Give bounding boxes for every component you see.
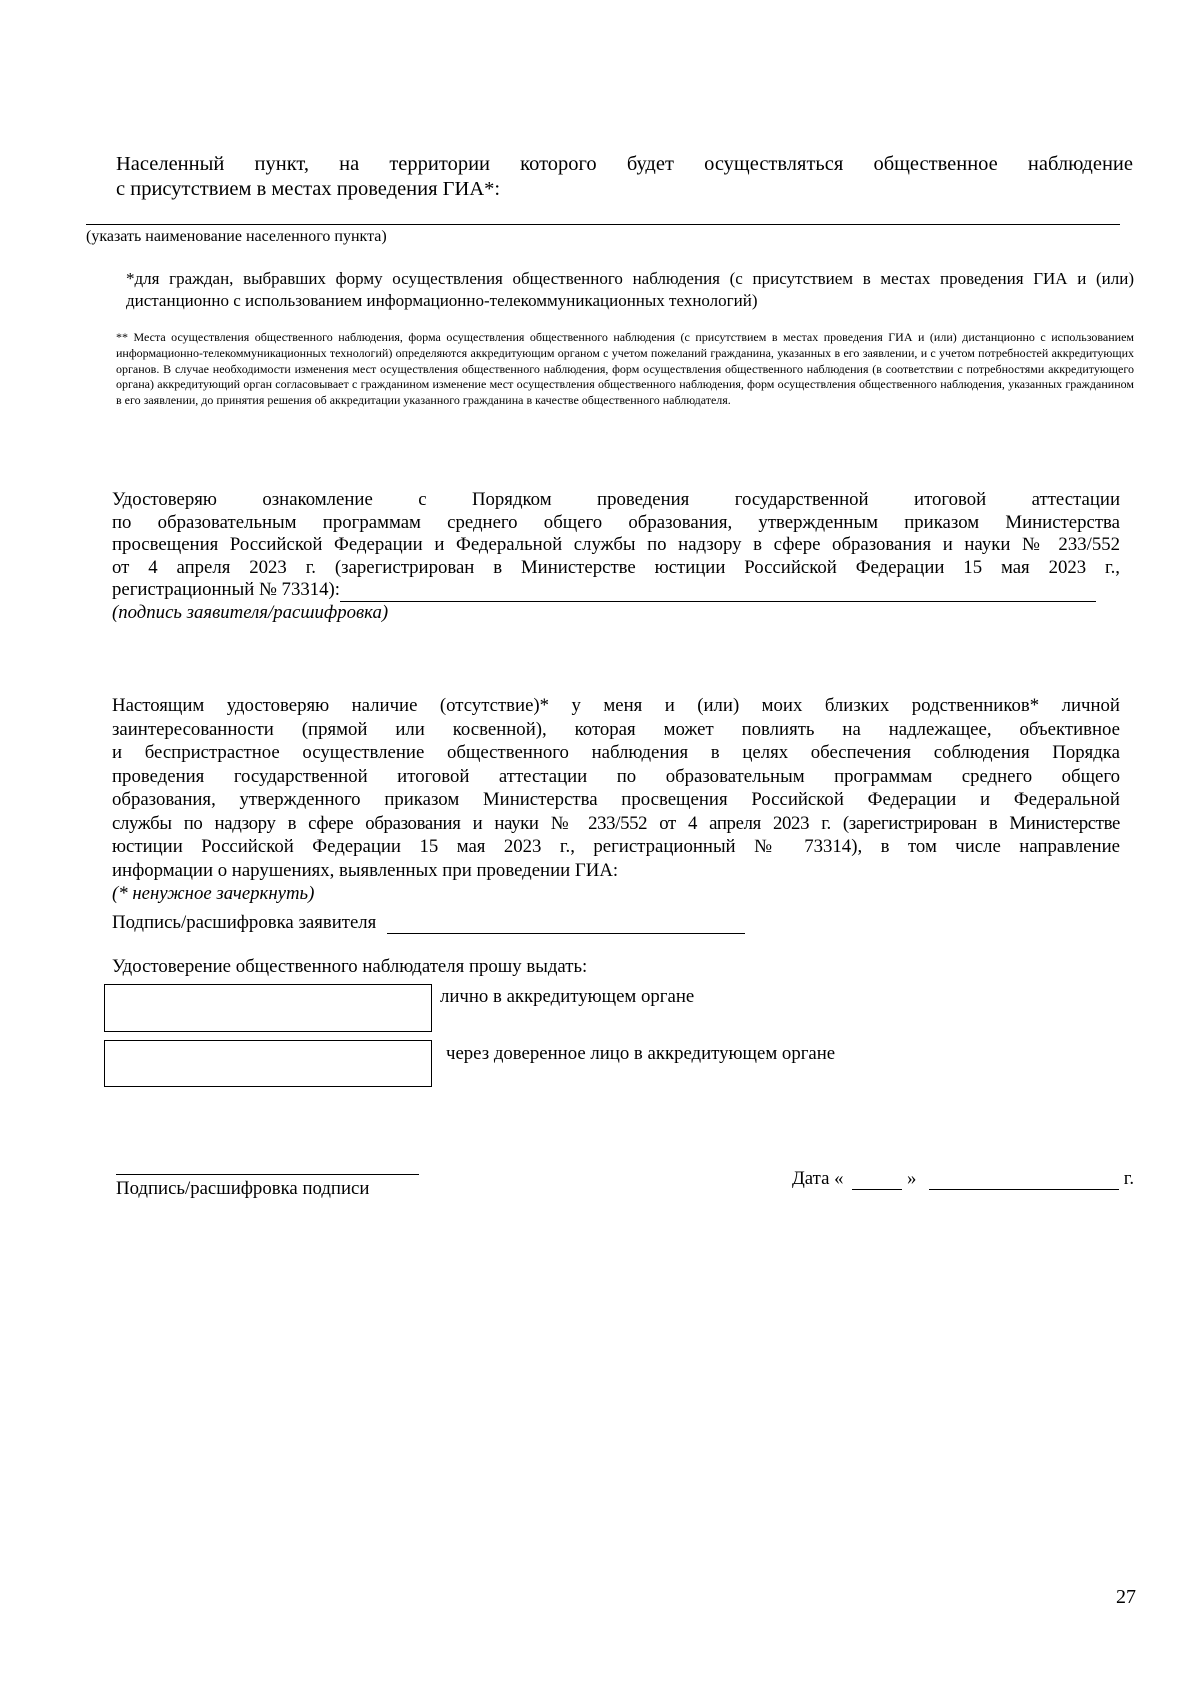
strike-note: (* ненужное зачеркнуть) — [112, 883, 315, 904]
interest-line: юстиции Российской Федерации 15 мая 2023 г., регистрационный № 73314), в том числе направление — [112, 836, 1120, 857]
locality-paragraph — [116, 152, 1133, 202]
acknowledgment-last-line — [112, 579, 1120, 602]
date-mid: » — [906, 1168, 917, 1189]
acknowledgment-last-text: регистрационный № 73314): — [112, 579, 340, 601]
footnote-2: ** Места осуществления общественного наблюдения, форма осуществления общественного наблюдения (с присутствием в местах проведения ГИА и (или) дистанционно с использованием информационно-телекоммуникационных технологий) определяются аккредитующим органом с учетом пожеланий гражданина, указанных в его заявлении, и с учетом потребностей аккредитующих органов. В случае необходимости изменения мест осуществления общественного наблюдения, форм осуществления общественного наблюдения (в соответствии с потребностями аккредитующего органа) аккредитующий орган согласовывает с гражданином изменение мест осуществления общественного наблюдения, форм осуществления общественного наблюдения, указанных гражданином в его заявлении, до принятия решения об аккредитации указанного гражданина в качестве общественного наблюдателя. — [116, 330, 1134, 408]
acknowledgment-signature-caption: (подпись заявителя/расшифровка) — [112, 601, 389, 623]
option-in-person-label: лично в аккредитующем органе — [440, 986, 695, 1007]
acknowledgment-line: Удостоверяю ознакомление с Порядком проведения государственной итоговой аттестации — [112, 489, 1120, 510]
page-number: 27 — [1116, 1586, 1136, 1608]
footer-signature-label: Подпись/расшифровка подписи — [116, 1178, 370, 1199]
option-proxy-checkbox[interactable] — [104, 1040, 432, 1087]
date-month-line[interactable] — [929, 1171, 1119, 1190]
interest-last-line: информации о нарушениях, выявленных при проведении ГИА: — [112, 859, 619, 881]
acknowledgment-paragraph — [112, 489, 1120, 625]
applicant-signature-label: Подпись/расшифровка заявителя — [112, 912, 377, 933]
locality-line-2: с присутствием в местах проведения ГИА*: — [116, 178, 501, 200]
date-day-line[interactable] — [852, 1171, 902, 1190]
interest-line: Настоящим удостоверяю наличие (отсутствие)* у меня и (или) моих близких родственников* личной — [112, 695, 1120, 716]
acknowledgment-line: по образовательным программам среднего общего образования, утвержденным приказом Министерства — [112, 511, 1120, 533]
interest-line: проведения государственной итоговой аттестации по образовательным программам среднего общего — [112, 765, 1120, 787]
footer-signature-line[interactable] — [116, 1174, 419, 1175]
date-label: Дата « — [792, 1168, 844, 1189]
interest-line: и беспристрастное осуществление общественного наблюдения в целях обеспечения соблюдения Порядка — [112, 742, 1120, 763]
locality-caption: (указать наименование населенного пункта) — [86, 228, 387, 245]
option-proxy-label: через доверенное лицо в аккредитующем органе — [446, 1043, 836, 1064]
interest-line: образования, утвержденного приказом Министерства просвещения Российской Федерации и Федеральной — [112, 789, 1120, 810]
interest-line: службы по надзору в сфере образования и науки № 233/552 от 4 апреля 2023 г. (зарегистрирован в Министерстве — [112, 812, 1120, 834]
date-suffix: г. — [1123, 1168, 1135, 1189]
interest-line: заинтересованности (прямой или косвенной), которая может повлиять на надлежащее, объективное — [112, 718, 1120, 740]
interest-paragraph — [112, 694, 1120, 906]
footnote-1: *для граждан, выбравших форму осуществления общественного наблюдения (с присутствием в местах проведения ГИА и (или) дистанционно с использованием информационно-телекоммуникационных технологий) — [126, 269, 1134, 310]
applicant-signature-row — [112, 912, 745, 934]
applicant-signature-line[interactable] — [387, 915, 745, 934]
date-field — [792, 1168, 1134, 1190]
acknowledgment-signature-line[interactable] — [340, 581, 1096, 602]
acknowledgment-line: просвещения Российской Федерации и Федеральной службы по надзору в сфере образования и науки № 233/552 — [112, 534, 1120, 556]
option-in-person-checkbox[interactable] — [104, 984, 432, 1032]
locality-line-1: Населенный пункт, на территории которого будет осуществляться общественное наблюдение — [116, 153, 1133, 175]
locality-input-line[interactable] — [86, 224, 1120, 225]
acknowledgment-line: от 4 апреля 2023 г. (зарегистрирован в Министерстве юстиции Российской Федерации 15 мая 2023 г., — [112, 556, 1120, 578]
certificate-prompt: Удостоверение общественного наблюдателя прошу выдать: — [112, 956, 588, 977]
